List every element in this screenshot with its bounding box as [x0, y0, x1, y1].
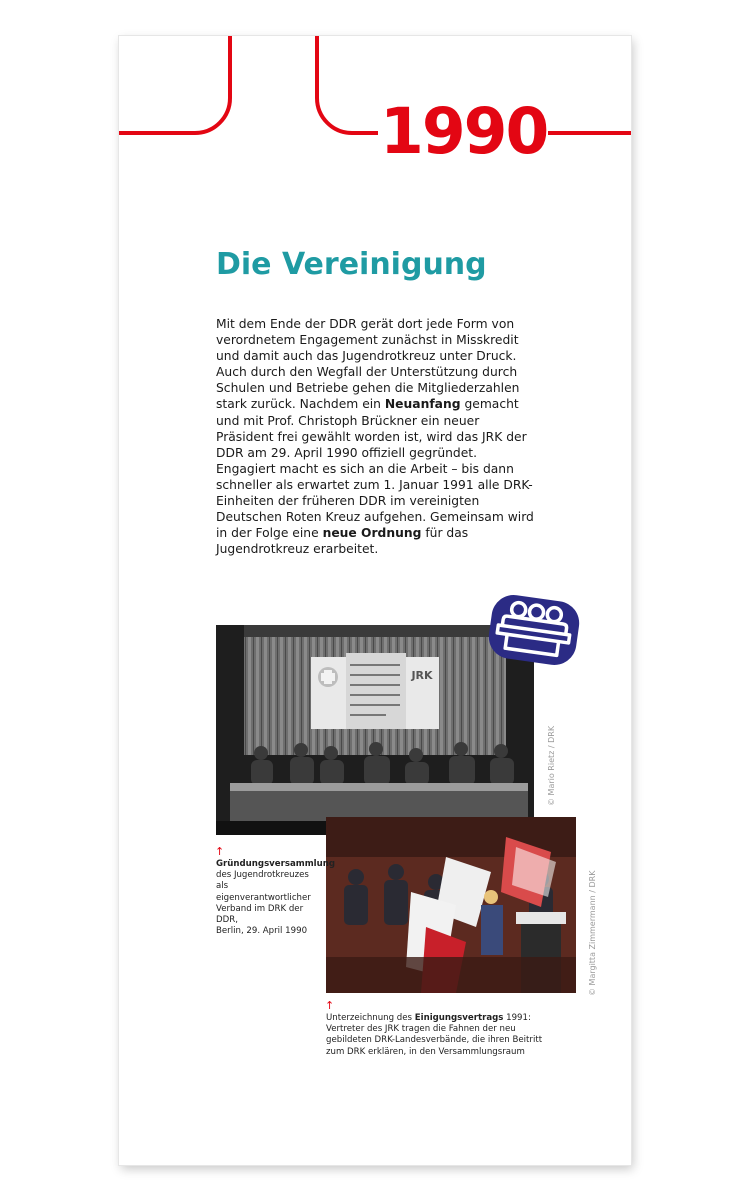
page-title: Die Vereinigung — [216, 247, 487, 282]
caption2-post: 1991: — [503, 1013, 531, 1023]
body-paragraph — [216, 316, 538, 557]
body-text-2: gemacht und mit Prof. Christoph Brückner ein neuer Präsident frei gewählt worden ist, wird das JRK der DDR am 29. April 1990 offiziell gegründet. Engagiert macht es sich an die Arbeit – bis dann schneller als erwartet zum 1. Januar 1991 alle DRK-Einheiten der früheren DDR im vereinigten Deutschen Roten Kreuz aufgehen. Gemeinsam wird in der Folge eine — [216, 397, 534, 541]
caption1-line5: Berlin, 29. April 1990 — [216, 926, 308, 937]
frame-line-left — [119, 36, 230, 133]
caption1-arrow-icon: ↑ — [215, 845, 225, 858]
assembly-people-icon — [486, 590, 582, 668]
photo2-credit: © Margitta Zimmermann / DRK — [588, 870, 597, 996]
body-bold-neuanfang: Neuanfang — [384, 397, 461, 412]
caption2-line2: Vertreter des JRK tragen die Fahnen der neu — [326, 1024, 516, 1035]
caption2-pre: Unterzeichnung des — [326, 1013, 415, 1023]
unification-treaty-photo — [326, 817, 576, 993]
caption2-line3: gebildeten DRK-Landesverbände, die ihren Beitritt — [326, 1035, 543, 1046]
caption1-line2: des Jugendrotkreuzes — [216, 870, 309, 881]
decorative-frame-lines — [0, 0, 750, 200]
body-bold-neue-ordnung: neue Ordnung — [322, 526, 422, 541]
year-heading: 1990 — [380, 95, 548, 168]
frame-line-middle — [317, 36, 378, 133]
photo1-credit: © Mario Rietz / DRK — [547, 725, 556, 806]
caption2-bold: Einigungsvertrags — [414, 1013, 504, 1023]
body-text-3: für das Jugendrotkreuz erarbeitet. — [216, 526, 469, 557]
caption1-line3: als eigenverantwortlicher — [216, 881, 311, 903]
body-text-1: Mit dem Ende der DDR gerät dort jede Form von verordnetem Engagement zunächst in Misskredit und damit auch das Jugendrotkreuz unter Druck. Auch durch den Wegfall der Unterstützung durch Schulen und Betriebe gehen die Mitgliederzahlen stark zurück. Nachdem ein — [216, 317, 520, 412]
caption-founding-assembly — [216, 859, 336, 937]
caption1-line4: Verband im DRK der DDR, — [216, 903, 304, 926]
caption2-arrow-icon: ↑ — [325, 999, 335, 1012]
caption2-line4: zum DRK erklären, in den Versammlungsraum — [326, 1046, 525, 1057]
photo-sign-jrk: JRK — [411, 669, 433, 682]
caption1-bold: Gründungsversammlung — [216, 859, 336, 869]
caption-unification-treaty — [326, 1013, 546, 1058]
